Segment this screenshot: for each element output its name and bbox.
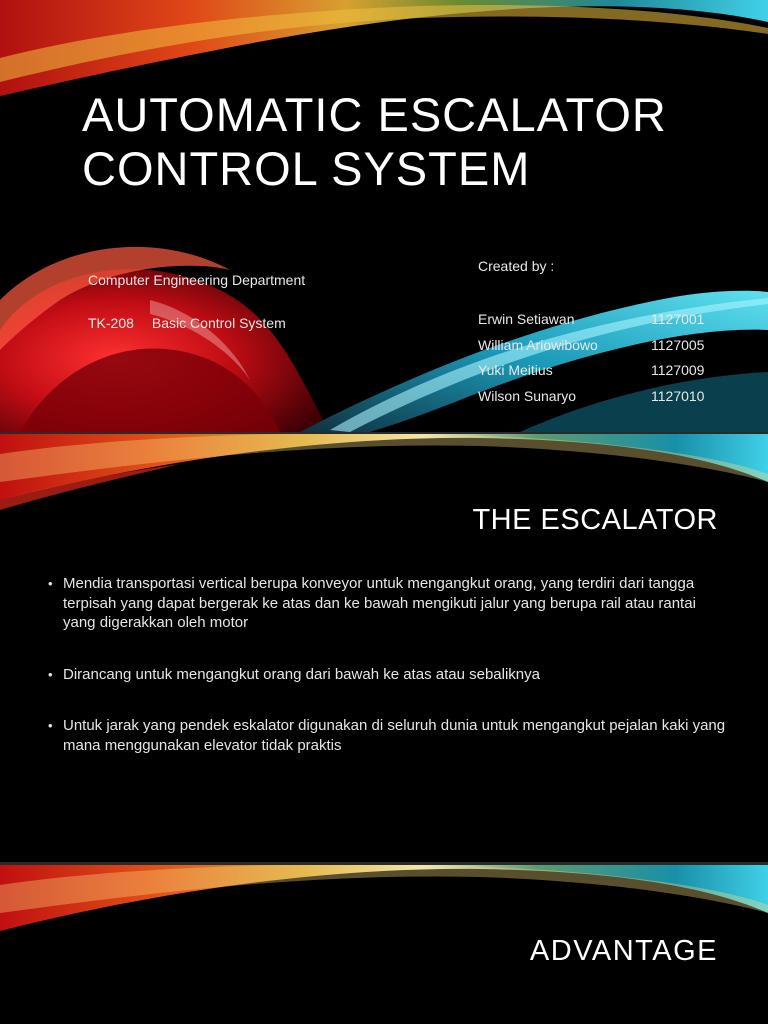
- member-list: [478, 307, 728, 409]
- member-name: Wilson Sunaryo: [478, 387, 577, 404]
- slide-heading: THE ESCALATOR: [472, 504, 718, 536]
- course-label: [88, 315, 286, 331]
- member-row: [478, 384, 728, 410]
- member-id: 1127010: [651, 387, 705, 404]
- member-id: 1127001: [651, 311, 705, 327]
- member-name: Yuki Meitius: [478, 362, 553, 378]
- bullet-list: [48, 574, 728, 787]
- course-code: TK-208: [88, 315, 134, 331]
- bullet-item: • Dirancang untuk mengangkut orang dari bawah ke atas atau sebaliknya: [48, 665, 728, 685]
- member-name: William Ariowibowo: [478, 336, 598, 353]
- member-id: 1127005: [651, 336, 705, 353]
- title-slide: [0, 0, 768, 432]
- created-by-label: Created by :: [478, 258, 555, 274]
- course-name: Basic Control System: [151, 315, 286, 331]
- member-row: [478, 333, 728, 359]
- escalator-slide: [0, 434, 768, 862]
- member-row: [478, 358, 728, 384]
- slide-heading: ADVANTAGE: [529, 935, 718, 967]
- member-name: Erwin Setiawan: [478, 311, 575, 327]
- bullet-item: • Untuk jarak yang pendek eskalator digunakan di seluruh dunia untuk mengangkut pejalan kaki yang mana menggunakan elevator tidak praktis: [48, 716, 728, 755]
- bullet-item: • Mendia transportasi vertical berupa konveyor untuk mengangkut orang, yang terdiri dari tangga terpisah yang dapat bergerak ke atas dan ke bawah mengikuti jalur yang berupa rail atau rantai yang digerakkan oleh motor: [48, 574, 728, 633]
- advantage-slide: [0, 865, 768, 1024]
- department-label: Computer Engineering Department: [88, 272, 306, 288]
- member-row: [478, 307, 728, 333]
- member-id: 1127009: [651, 362, 705, 378]
- presentation-title: AUTOMATIC ESCALATOR CONTROL SYSTEM: [82, 88, 667, 195]
